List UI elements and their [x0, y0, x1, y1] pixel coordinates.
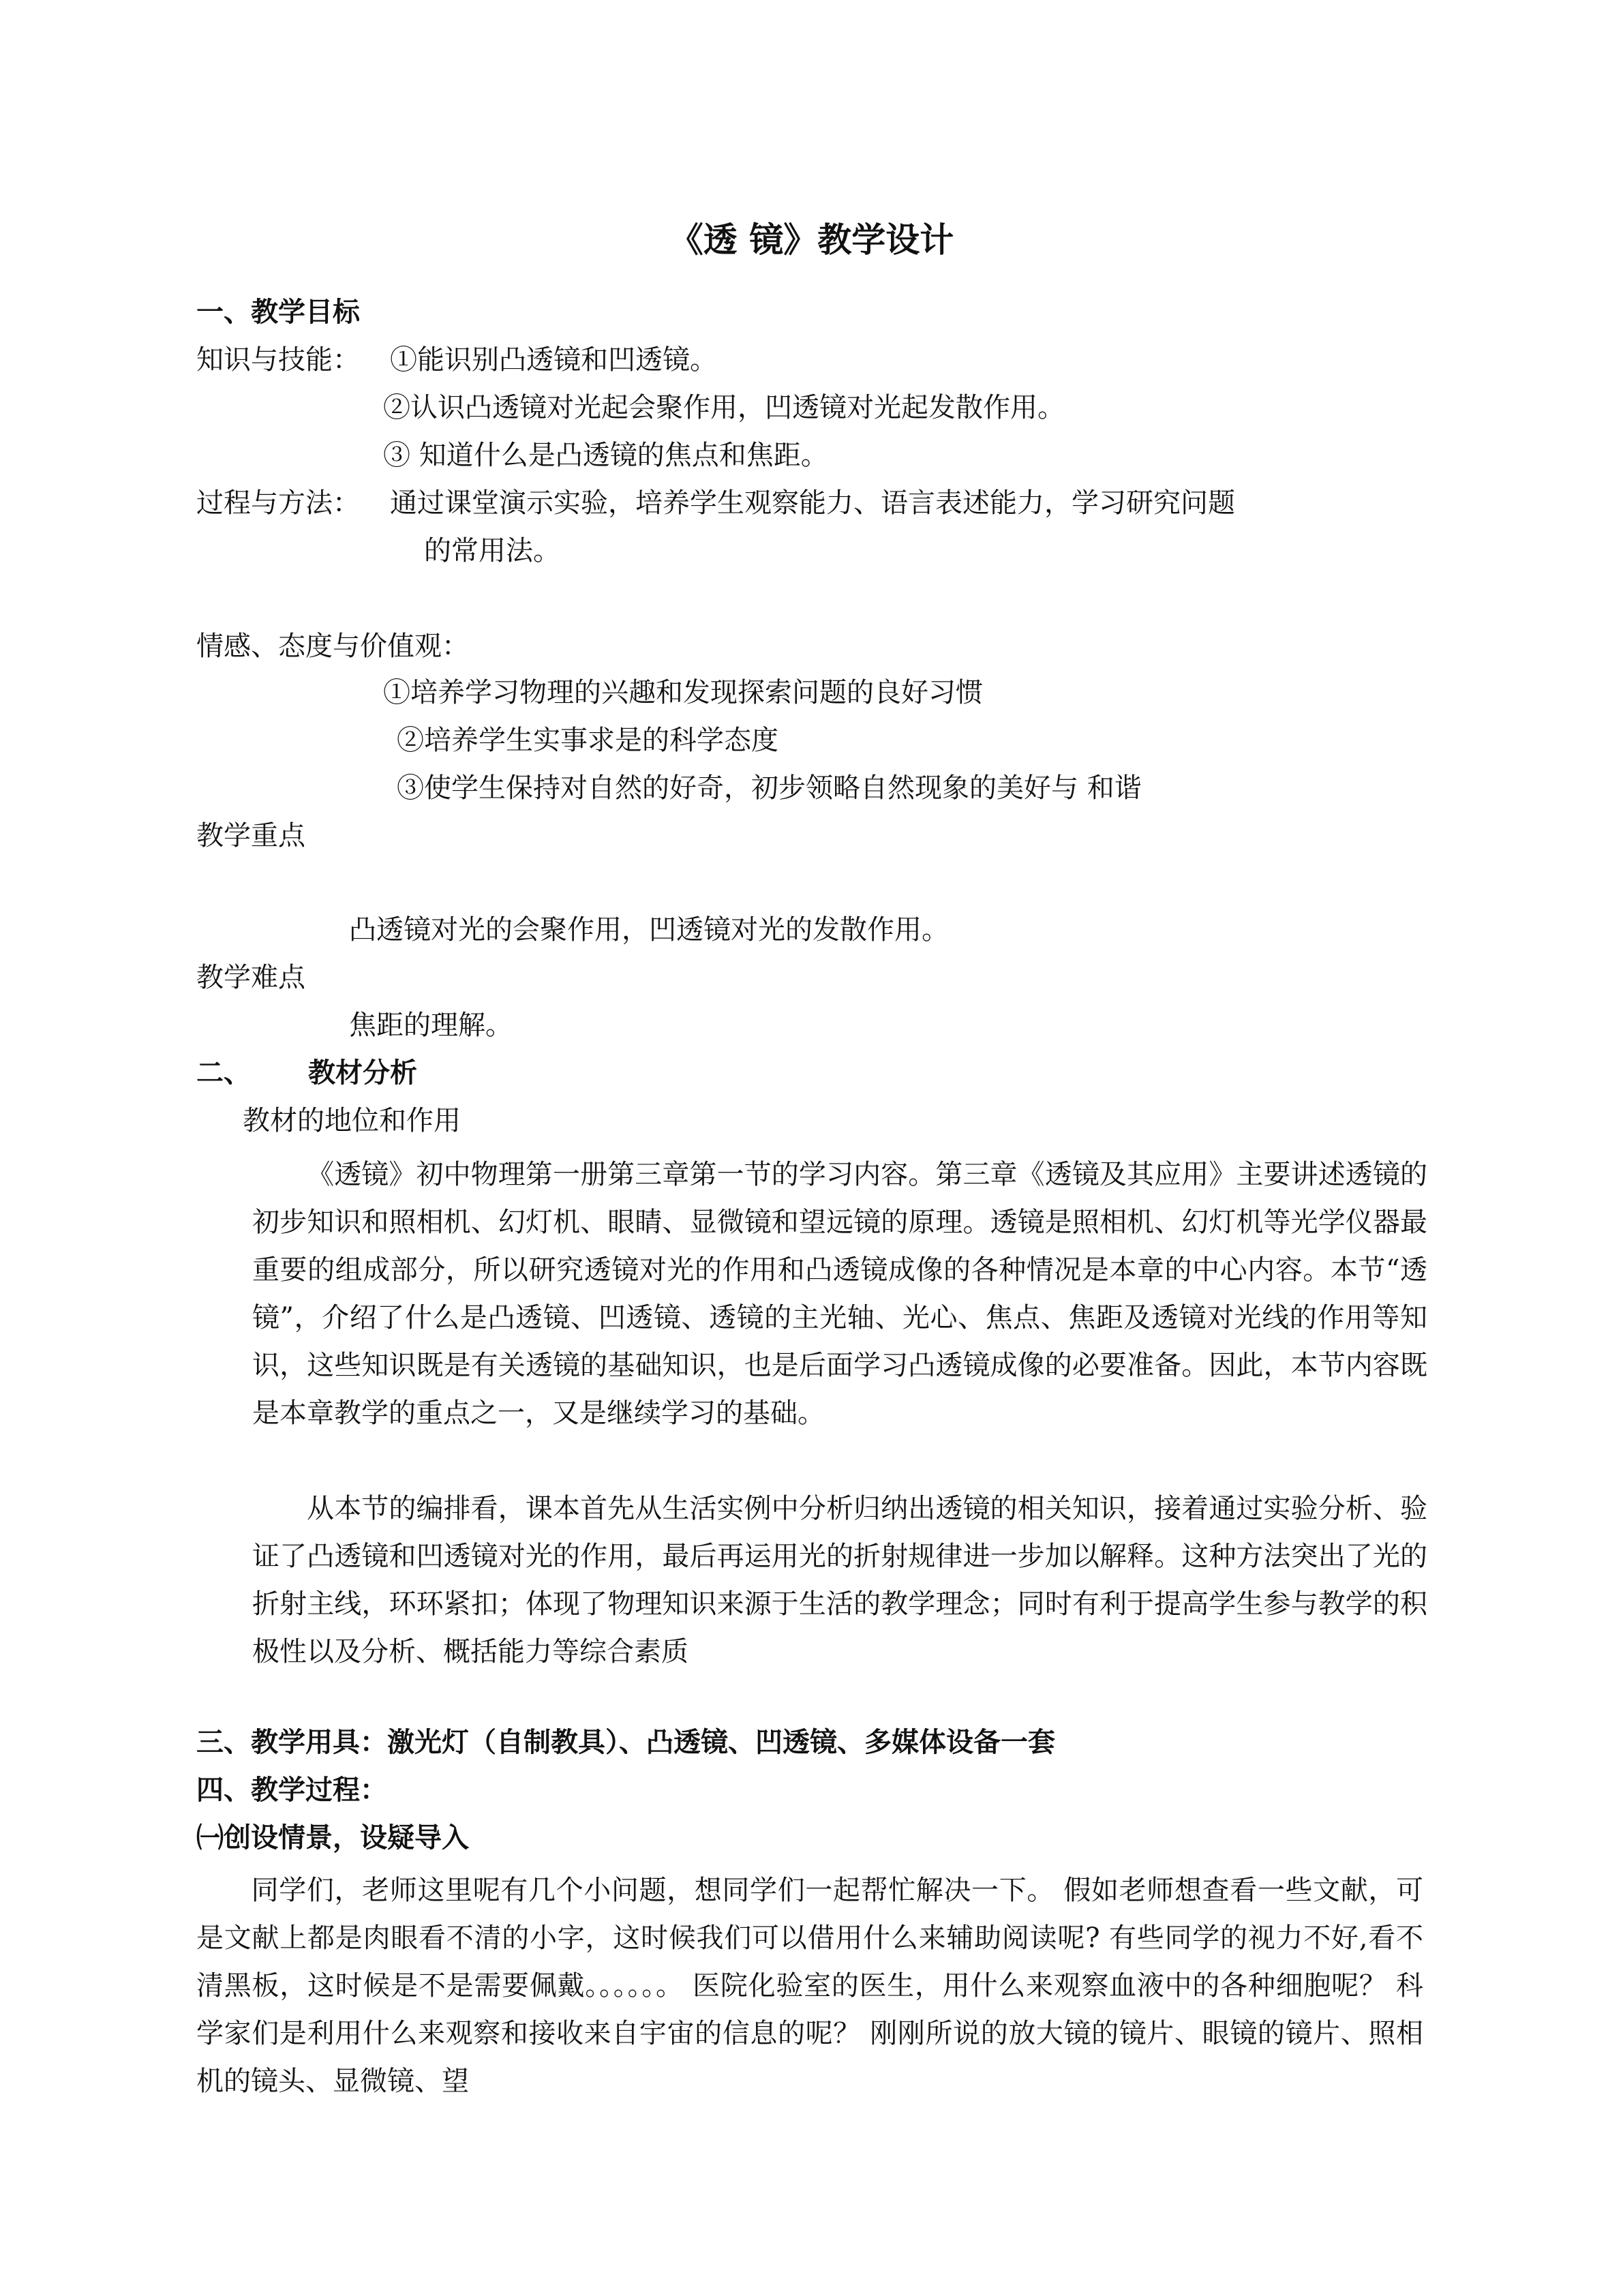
- knowledge-item: ①能识别凸透镜和凹透镜。: [390, 344, 717, 376]
- page-title: 《透 镜》教学设计: [669, 220, 954, 260]
- arrangement-paragraph: [252, 1485, 1427, 1676]
- process-label: 过程与方法：: [196, 487, 360, 519]
- intro-paragraph: [196, 1867, 1423, 2105]
- arrangement-paragraph-text: 从本节的编排看，课本首先从生活实例中分析归纳出透镜的相关知识，接着通过实验分析、验证了凸透镜和凹透镜对光的作用，最后再运用光的折射规律进一步加以解释。这种方法突出了光的折射主线，环环紧扣；体现了物理知识来源于生活的教学理念；同时有利于提高学生参与教学的积极性以及分析、概括能力等综合素质: [252, 1493, 1427, 1667]
- difficulty-label: 教学难点: [196, 962, 305, 993]
- section-heading-process: 四、教学过程：: [196, 1774, 387, 1806]
- knowledge-item: ③ 知道什么是凸透镜的焦点和焦距。: [383, 440, 828, 471]
- focus-label: 教学重点: [196, 820, 305, 851]
- subheading-intro: ㈠创设情景，设疑导入: [196, 1822, 469, 1854]
- difficulty-text: 焦距的理解。: [349, 1010, 513, 1041]
- intro-paragraph-text: 同学们，老师这里呢有几个小问题，想同学们一起帮忙解决一下。 假如老师想查看一些文献，可是文献上都是肉眼看不清的小字，这时候我们可以借用什么来辅助阅读呢? 有些同学的视力不好,看不清黑板，这时候是不是需要佩戴。。。。。。 医院化验室的医生，用什么来观察血液中的各种细胞呢？ 科学家们是利用什么来观察和接收来自宇宙的信息的呢？ 刚刚所说的放大镜的镜片、眼镜的镜片、照相机的镜头、显微镜、望: [196, 1875, 1423, 2097]
- process-text: 通过课堂演示实验，培养学生观察能力、语言表述能力，学习研究问题: [390, 487, 1235, 519]
- section-heading-number: 二、: [196, 1057, 251, 1089]
- emotion-item: ①培养学习物理的兴趣和发现探索问题的良好习惯: [383, 677, 983, 708]
- focus-text: 凸透镜对光的会聚作用，凹透镜对光的发散作用。: [349, 914, 949, 946]
- emotion-item: ③使学生保持对自然的好奇，初步领略自然现象的美好与 和谐: [397, 772, 1142, 804]
- section-heading-analysis: 教材分析: [308, 1057, 417, 1089]
- analysis-paragraph: [252, 1151, 1427, 1437]
- process-text-continued: 的常用法。: [424, 535, 560, 567]
- section-heading-tools: 三、教学用具：激光灯（自制教具）、凸透镜、凹透镜、多媒体设备一套: [196, 1726, 1055, 1758]
- analysis-paragraph-text: 《透镜》初中物理第一册第三章第一节的学习内容。第三章《透镜及其应用》主要讲述透镜的初步知识和照相机、幻灯机、眼睛、显微镜和望远镜的原理。透镜是照相机、幻灯机等光学仪器最重要的组成部分，所以研究透镜对光的作用和凸透镜成像的各种情况是本章的中心内容。本节“透镜”，介绍了什么是凸透镜、凹透镜、透镜的主光轴、光心、焦点、焦距及透镜对光线的作用等知识，这些知识既是有关透镜的基础知识，也是后面学习凸透镜成像的必要准备。因此，本节内容既是本章教学的重点之一，又是继续学习的基础。: [252, 1159, 1427, 1429]
- subheading-position: 教材的地位和作用: [243, 1105, 461, 1136]
- knowledge-item: ②认识凸透镜对光起会聚作用，凹透镜对光起发散作用。: [383, 392, 1065, 423]
- knowledge-label: 知识与技能：: [196, 344, 360, 376]
- emotion-label: 情感、态度与价值观：: [196, 631, 469, 662]
- emotion-item: ②培养学生实事求是的科学态度: [397, 725, 778, 756]
- section-heading-objectives: 一、教学目标: [196, 296, 360, 328]
